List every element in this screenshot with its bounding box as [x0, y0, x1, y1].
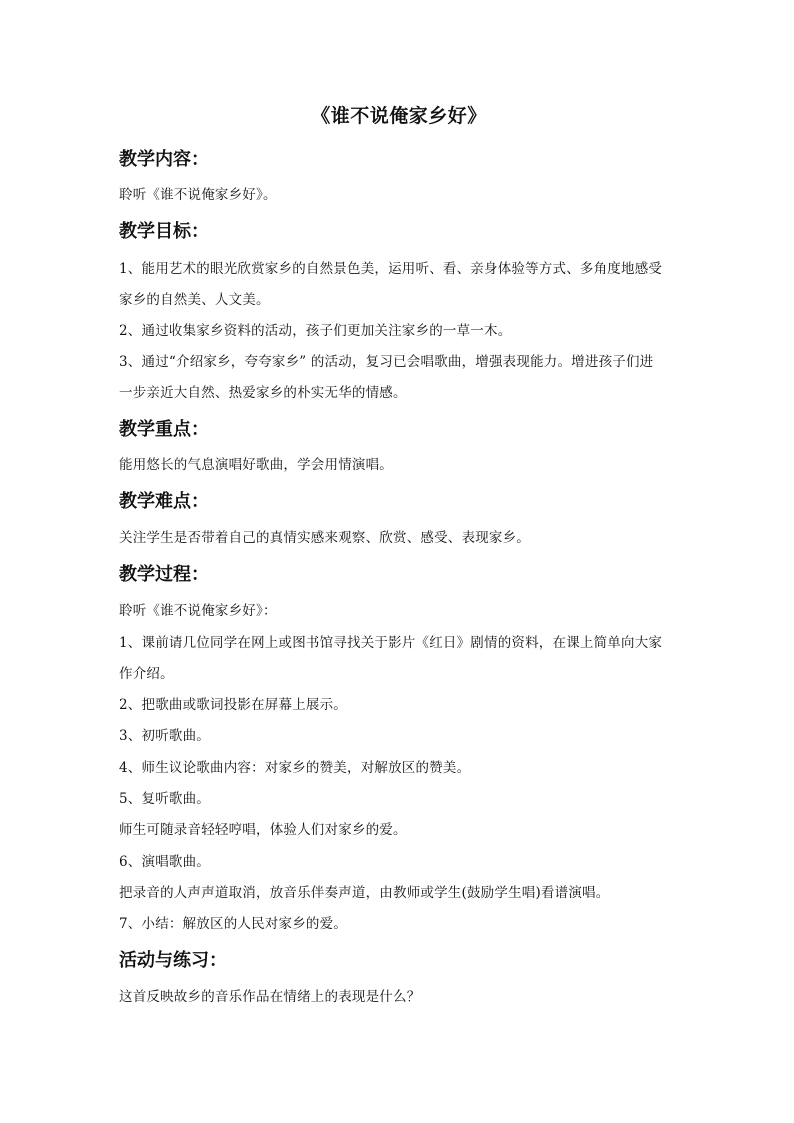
heading-teaching-content: 教学内容： — [119, 149, 209, 170]
process-step-1-continued: 作介绍。 — [119, 666, 174, 682]
goal-item-3-continued: 一步亲近大自然、热爱家乡的朴实无华的情感。 — [119, 385, 407, 401]
heading-teaching-goals: 教学目标： — [119, 221, 209, 242]
document-title: 《谁不说俺家乡好》 — [311, 105, 487, 127]
process-step-6: 6、演唱歌曲。 — [119, 854, 210, 870]
process-intro: 聆听《谁不说俺家乡好》： — [119, 603, 277, 619]
process-step-1: 1、课前请几位同学在网上或图书馆寻找关于影片《红日》剧情的资料，在课上简单向大家 — [119, 635, 663, 651]
heading-activities: 活动与练习： — [119, 950, 227, 971]
heading-key-points: 教学重点： — [119, 419, 209, 440]
process-step-6-note: 把录音的人声声道取消，放音乐伴奏声道，由教师或学生(鼓励学生唱)看谱演唱。 — [119, 885, 610, 901]
process-step-7: 7、小结：解放区的人民对家乡的爱。 — [119, 916, 347, 932]
paragraph-activities: 这首反映故乡的音乐作品在情绪上的表现是什么？ — [119, 989, 421, 1005]
goal-item-1-continued: 家乡的自然美、人文美。 — [119, 292, 270, 308]
process-step-5-note: 师生可随录音轻轻哼唱，体验人们对家乡的爱。 — [119, 822, 407, 838]
heading-teaching-process: 教学过程： — [119, 564, 209, 585]
paragraph-key-points: 能用悠长的气息演唱好歌曲，学会用情演唱。 — [119, 457, 393, 473]
process-step-2: 2、把歌曲或歌词投影在屏幕上展示。 — [119, 697, 347, 713]
heading-difficulties: 教学难点： — [119, 491, 209, 512]
process-step-3: 3、初听歌曲。 — [119, 728, 210, 744]
goal-item-2: 2、通过收集家乡资料的活动，孩子们更加关注家乡的一草一木。 — [119, 323, 512, 339]
paragraph-teaching-content: 聆听《谁不说俺家乡好》。 — [119, 187, 277, 203]
goal-item-3: 3、通过“介绍家乡，夸夸家乡” 的活动，复习已会唱歌曲，增强表现能力。增进孩子们进 — [119, 354, 654, 370]
process-step-5: 5、复听歌曲。 — [119, 791, 210, 807]
goal-item-1: 1、能用艺术的眼光欣赏家乡的自然景色美，运用听、看、亲身体验等方式、多角度地感受 — [119, 261, 663, 277]
paragraph-difficulties: 关注学生是否带着自己的真情实感来观察、欣赏、感受、表现家乡。 — [119, 530, 530, 546]
process-step-4: 4、师生议论歌曲内容：对家乡的赞美，对解放区的赞美。 — [119, 760, 471, 776]
